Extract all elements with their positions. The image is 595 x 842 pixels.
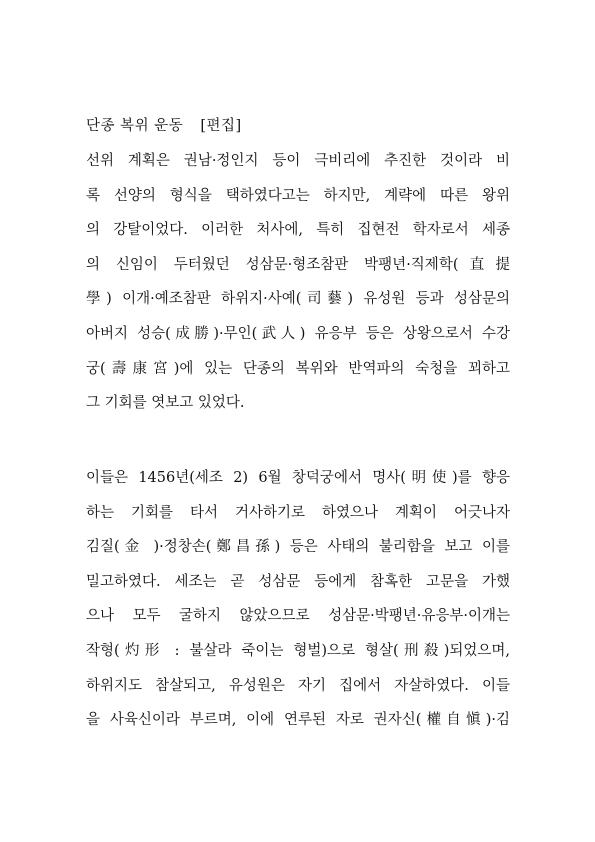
text-line: 을 사육신이라 부르며, 이에 연루된 자로 권자신(權自愼)·김	[86, 712, 510, 729]
section-heading	[86, 114, 242, 135]
text-line: 의 신임이 두터웠던 성삼문·형조참판 박팽년·직제학(直提	[86, 256, 510, 273]
text-line: 의 강탈이었다. 이러한 처사에, 특히 집현전 학자로서 세종	[86, 222, 510, 239]
text-line: 하위지도 참살되고, 유성원은 자기 집에서 자살하였다. 이들	[86, 677, 510, 694]
text-line: 하는 기회를 타서 거사하기로 하였으나 계획이 어긋나자	[86, 504, 510, 521]
text-line: 선위 계획은 권남·정인지 등이 극비리에 추진한 것이라 비	[86, 153, 510, 169]
text-line: 작형(灼形 : 불살라 죽이는 형벌)으로 형살(刑殺)되었으며,	[86, 642, 510, 659]
text-line: 궁(壽康宮)에 있는 단종의 복위와 반역파의 숙청을 꾀하고	[86, 360, 510, 377]
text-line: 아버지 성승(成勝)·무인(武人) 유응부 등은 상왕으로서 수강	[86, 325, 510, 342]
text-line: 밀고하였다. 세조는 곧 성삼문 등에게 참혹한 고문을 가했	[86, 573, 510, 590]
paragraph-1	[86, 144, 510, 421]
text-line: 으나 모두 굴하지 않았으므로 성삼문·박팽년·유응부·이개는	[86, 608, 510, 625]
text-line: 그 기회를 엿보고 있었다.	[86, 395, 245, 412]
edit-link[interactable]: [편집]	[200, 118, 242, 134]
text-line: 록 선양의 형식을 택하였다고는 하지만, 계략에 따른 왕위	[86, 187, 510, 204]
text-line: 이들은 1456년(세조 2) 6월 창덕궁에서 명사(明使)를 향응	[86, 470, 510, 486]
text-line: 學) 이개·예조참판 하위지·사예(司藝) 유성원 등과 성삼문의	[86, 291, 510, 308]
paragraph-2	[86, 461, 510, 738]
section-title: 단종 복위 운동	[86, 118, 184, 134]
text-line: 김질(金 )·정창손(鄭昌孫) 등은 사태의 불리함을 보고 이를	[86, 539, 510, 556]
